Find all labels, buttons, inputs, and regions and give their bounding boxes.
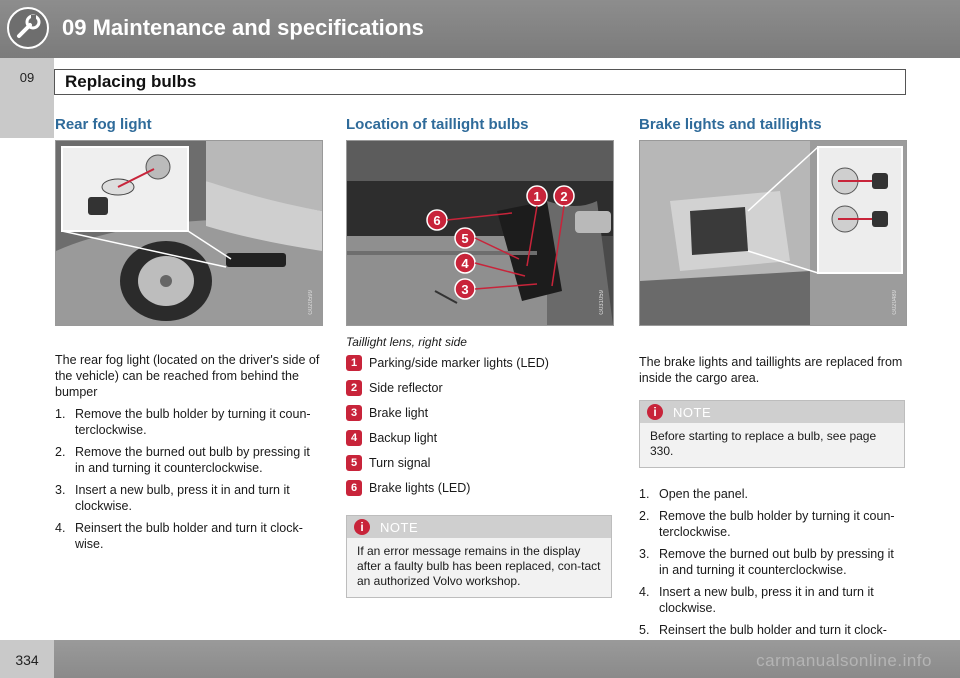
figure-code: G020489 [892,290,898,315]
list-item: 2. Remove the bulb holder by turning it coun-terclockwise. [639,509,895,539]
taillight-location-illustration [346,140,614,326]
list-item: 4. Insert a new bulb, press it in and turn it clockwise. [639,585,874,615]
figure-code: G020599 [308,290,314,315]
figure-code: G031059 [599,290,605,315]
rear-fog-light-illustration [55,140,323,326]
legend-list [346,355,612,505]
list-item: 5. Reinsert the bulb holder and turn it clock- [639,623,887,637]
taillight-location-heading: Location of taillight bulbs [346,116,529,133]
rear-fog-light-heading: Rear fog light [55,116,152,133]
list-item: 4. Reinsert the bulb holder and turn it clock-wise. [55,521,303,551]
svg-text:4: 4 [461,256,469,271]
section-title: Replacing bulbs [65,72,197,91]
rear-fog-light-intro: The rear fog light (located on the driver's side of the vehicle) can be reached from behind the bumper [55,353,320,399]
svg-text:5: 5 [461,231,469,246]
list-item: 2 Side reflector [346,380,612,405]
svg-text:3: 3 [461,282,469,297]
section-title-box [54,69,906,95]
list-item: 3 Brake light [346,405,612,430]
brake-lights-section [639,116,905,660]
brake-lights-heading: Brake lights and taillights [639,116,822,133]
list-item: 4 Backup light [346,430,612,455]
list-item: 5 Turn signal [346,455,612,480]
chapter-title: 09 Maintenance and specifications [62,15,424,40]
brake-lights-steps [639,486,905,654]
page-number: 334 [15,652,39,668]
wrench-icon [6,6,50,50]
list-item: 3. Remove the burned out bulb by pressing it in and turning it counterclockwise. [639,547,894,577]
list-item: 3. Insert a new bulb, press it in and turn it clockwise. [55,483,290,513]
list-item: 1. Remove the bulb holder by turning it coun-terclockwise. [55,407,311,437]
rear-fog-light-steps [55,406,321,552]
info-icon: i [354,519,370,535]
svg-text:1: 1 [533,189,541,204]
brake-lights-intro: The brake lights and taillights are replaced from inside the cargo area. [639,355,903,385]
rear-fog-light-section [55,116,321,558]
watermark: carmanualsonline.info [756,651,932,670]
note-label: NOTE [673,405,712,420]
taillight-location-section [346,116,612,598]
svg-text:2: 2 [560,189,568,204]
svg-text:6: 6 [433,213,441,228]
info-icon: i [647,404,663,420]
list-item: 1 Parking/side marker lights (LED) [346,355,612,380]
figure-caption: Taillight lens, right side [346,335,467,349]
list-item: 1. Open the panel. [639,487,748,501]
list-item: 6 Brake lights (LED) [346,480,612,505]
list-item: 2. Remove the burned out bulb by pressing it in and turning it counterclockwise. [55,445,310,475]
note-box [639,400,905,468]
chapter-header [0,0,960,58]
note-box [346,515,612,598]
note-text: Before starting to replace a bulb, see page 330. [640,423,904,467]
note-label: NOTE [380,520,419,535]
chapter-tab-label: 09 [19,70,35,85]
note-text: If an error message remains in the display after a faulty bulb has been replaced, con-tact an authorized Volvo workshop. [347,538,611,597]
brake-lights-illustration [639,140,907,326]
